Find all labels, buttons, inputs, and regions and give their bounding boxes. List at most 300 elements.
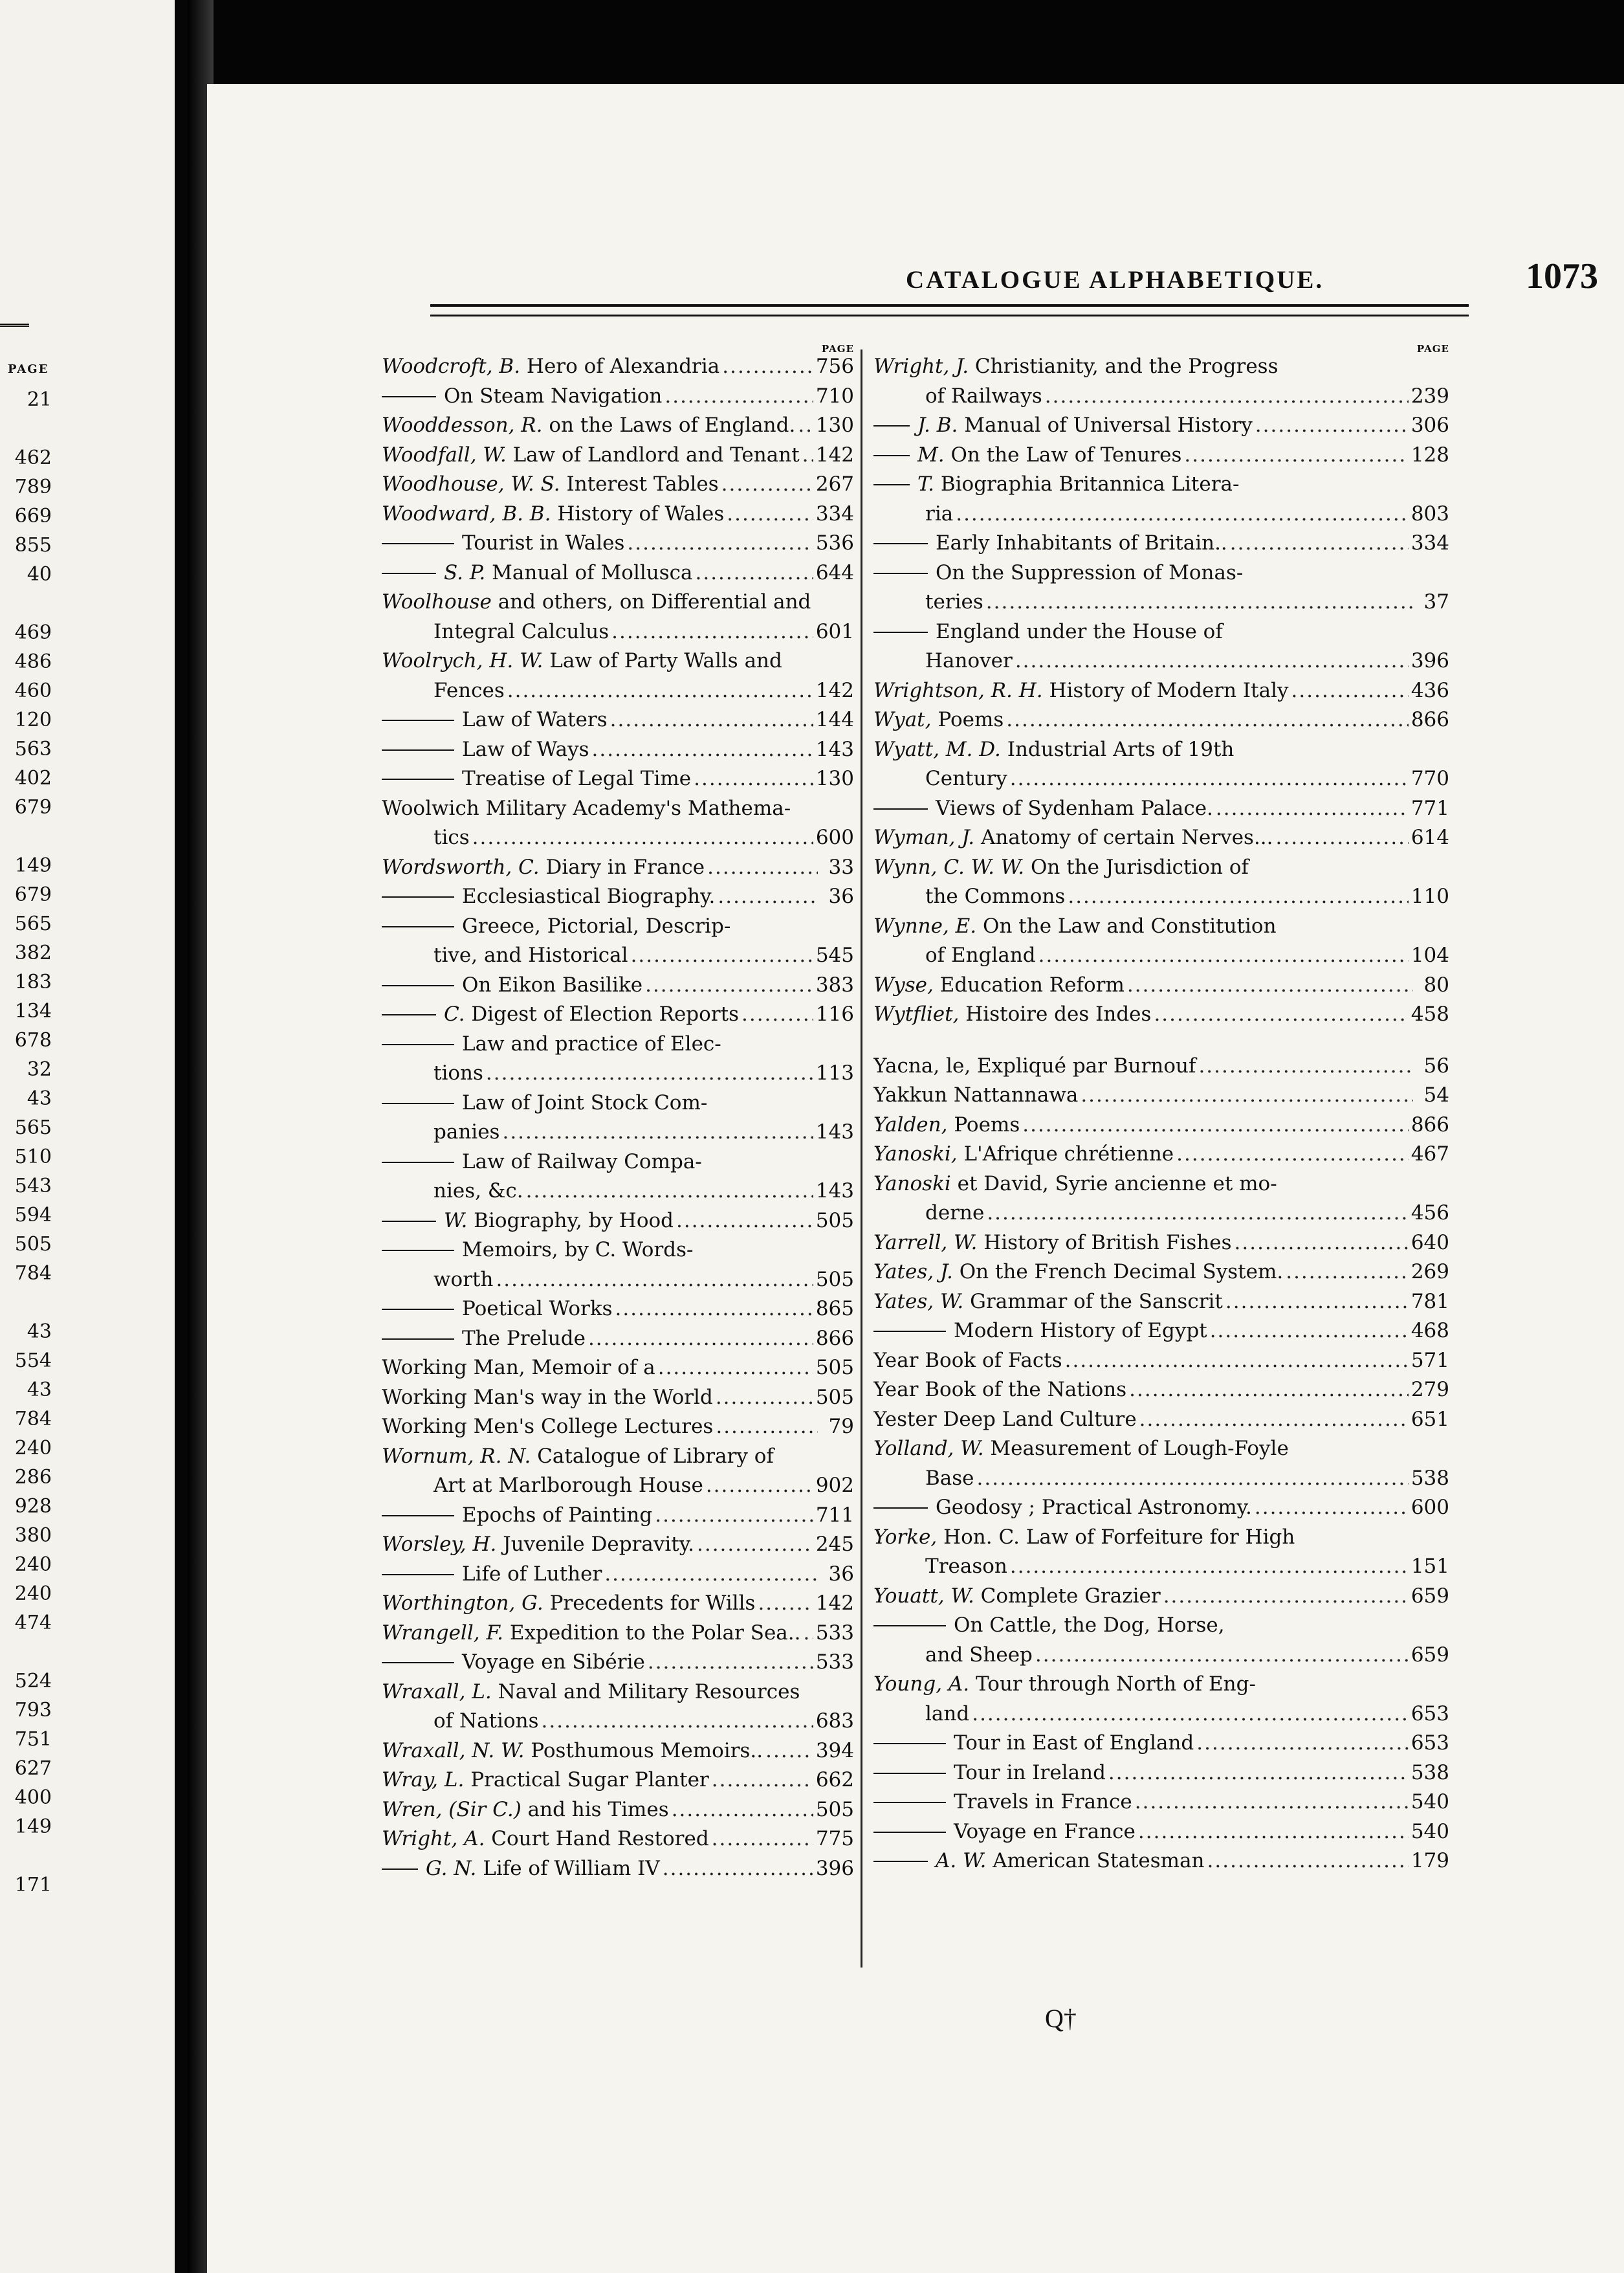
entry-title: teries	[925, 590, 983, 614]
catalogue-entry	[873, 705, 1449, 735]
ditto-dash	[873, 1507, 928, 1509]
author-name: T.	[917, 472, 934, 496]
author-name: A. W.	[936, 1849, 987, 1872]
catalogue-entry	[873, 941, 1449, 971]
catalogue-entry	[873, 1464, 1449, 1494]
author-name: Wren, (Sir C.)	[382, 1797, 521, 1821]
catalogue-entry	[873, 1700, 1449, 1729]
catalogue-entry	[382, 1030, 854, 1059]
previous-page-number: 43	[27, 1320, 52, 1343]
catalogue-entry	[382, 1501, 854, 1531]
entry-title: land	[925, 1702, 970, 1725]
catalogue-page	[207, 84, 1624, 2273]
entry-title: Ecclesiastical Biography.	[462, 885, 716, 908]
right-column	[873, 343, 1449, 1876]
leader-dots	[526, 1177, 813, 1206]
catalogue-entry	[873, 1523, 1449, 1553]
leader-dots	[1176, 1140, 1409, 1170]
previous-page-number: 474	[14, 1612, 52, 1634]
catalogue-entry	[382, 1736, 854, 1766]
header-double-rule	[430, 304, 1469, 316]
catalogue-entry	[873, 1316, 1449, 1346]
entry-title: On Eikon Basilike	[462, 973, 643, 997]
entry-title: Precedents for Wills	[549, 1591, 756, 1615]
leader-dots	[1035, 1641, 1409, 1670]
catalogue-entry	[873, 794, 1449, 824]
ditto-dash	[382, 926, 454, 927]
leader-dots	[1163, 1582, 1409, 1612]
entry-title: Yakkun Nattannawa	[873, 1083, 1079, 1107]
author-name: Yanoski	[873, 1171, 951, 1195]
entry-title: Complete Grazier	[980, 1584, 1161, 1608]
page-title: CATALOGUE ALPHABETIQUE.	[906, 266, 1324, 294]
entry-page-number: 640	[1410, 1230, 1449, 1254]
catalogue-entry	[382, 1148, 854, 1177]
ditto-dash	[873, 455, 910, 456]
entry-page-number: 334	[1410, 531, 1449, 555]
catalogue-entry	[382, 1560, 854, 1590]
catalogue-entry	[873, 1788, 1449, 1817]
entry-title: History of Wales	[557, 502, 725, 526]
catalogue-entry	[873, 617, 1449, 647]
entry-page-number: 538	[1410, 1760, 1449, 1784]
entry-title: tive, and Historical	[433, 944, 628, 967]
author-name: Yates, W.	[873, 1289, 964, 1313]
entry-page-number: 394	[815, 1738, 854, 1762]
entry-title: Interest Tables	[566, 472, 719, 496]
entry-page-number: 334	[815, 502, 854, 526]
previous-page-number: 751	[14, 1728, 52, 1751]
catalogue-entry	[382, 853, 854, 883]
entry-title: ria	[925, 502, 954, 526]
previous-page-rule	[0, 324, 29, 328]
ditto-dash	[873, 1331, 946, 1332]
entry-page-number: 116	[815, 1003, 854, 1026]
leader-dots	[697, 1530, 813, 1560]
leader-dots	[658, 1353, 813, 1383]
entry-title: The Prelude	[462, 1326, 586, 1350]
leader-dots	[987, 1199, 1409, 1228]
leader-dots	[655, 1501, 813, 1531]
catalogue-entry	[382, 941, 854, 971]
catalogue-entry	[382, 1619, 854, 1648]
catalogue-entry	[382, 529, 854, 559]
entry-page-number: 239	[1410, 384, 1449, 408]
catalogue-entry	[873, 1228, 1449, 1258]
catalogue-entry	[382, 1471, 854, 1501]
leader-dots	[615, 1294, 813, 1324]
entry-page-number: 601	[815, 619, 854, 643]
section-gap	[873, 1030, 1449, 1052]
leader-dots	[496, 1265, 813, 1295]
ditto-dash	[382, 985, 454, 986]
catalogue-entry	[382, 735, 854, 765]
entry-title: the Commons	[925, 885, 1066, 908]
previous-page-number: 240	[14, 1437, 52, 1459]
catalogue-entry	[873, 1199, 1449, 1228]
leader-dots	[631, 941, 813, 971]
previous-page-number: 32	[27, 1058, 52, 1081]
previous-page-number: 679	[14, 796, 52, 819]
entry-page-number: 770	[1410, 767, 1449, 790]
author-name: Wyatt, M. D.	[873, 737, 1001, 761]
entry-page-number: 659	[1410, 1643, 1449, 1667]
leader-dots	[1010, 764, 1409, 794]
entry-title: Year Book of the Nations	[873, 1378, 1127, 1401]
entry-page-number: 144	[815, 708, 854, 731]
leader-dots	[1006, 705, 1409, 735]
entry-page-number: 505	[815, 1208, 854, 1232]
catalogue-entry	[873, 1641, 1449, 1670]
entry-title: Manual of Mollusca	[492, 560, 693, 584]
previous-page-number: 460	[14, 680, 52, 702]
catalogue-entry	[873, 1758, 1449, 1788]
catalogue-entry	[873, 1434, 1449, 1464]
catalogue-entry	[873, 470, 1449, 500]
previous-page-number: 469	[14, 621, 52, 644]
previous-page-number: 183	[14, 971, 52, 993]
ditto-dash	[382, 1162, 454, 1163]
previous-page-number: 793	[14, 1699, 52, 1722]
author-name: Wordsworth, C.	[382, 855, 540, 879]
previous-page-number: 43	[27, 1379, 52, 1401]
entry-title: Memoirs, by C. Words-	[462, 1238, 694, 1261]
ditto-dash	[873, 1832, 946, 1833]
entry-title: Law of Joint Stock Com-	[462, 1091, 708, 1114]
ditto-dash	[382, 1515, 454, 1516]
ditto-dash	[382, 396, 436, 397]
previous-page-number: 240	[14, 1582, 52, 1605]
leader-dots	[1198, 1052, 1413, 1081]
leader-dots	[1038, 941, 1409, 971]
signature-mark: Q†	[1045, 2004, 1077, 2033]
entry-title: Voyage en France	[954, 1819, 1136, 1843]
entry-page-number: 505	[815, 1356, 854, 1379]
leader-dots	[1216, 794, 1409, 824]
catalogue-entry	[382, 1000, 854, 1030]
entry-title: Law of Waters	[462, 708, 608, 731]
leader-dots	[648, 1648, 813, 1678]
ditto-dash	[382, 1309, 454, 1310]
entry-title: Tour in Ireland	[954, 1760, 1106, 1784]
entry-page-number: 245	[815, 1533, 854, 1556]
author-name: Wooddesson, R.	[382, 414, 543, 437]
leader-dots	[1127, 971, 1413, 1001]
entry-page-number: 33	[828, 855, 854, 879]
author-name: G. N.	[426, 1856, 477, 1880]
author-name: Woolrych, H. W.	[382, 649, 543, 672]
ditto-dash	[382, 896, 454, 898]
entry-title: Measurement of Lough-Foyle	[990, 1437, 1289, 1460]
ditto-dash	[382, 779, 454, 780]
entry-page-number: 142	[815, 1591, 854, 1615]
entry-page-number: 533	[815, 1650, 854, 1674]
leader-dots	[611, 617, 813, 647]
leader-dots	[472, 823, 813, 853]
leader-dots	[486, 1059, 813, 1089]
catalogue-entry	[382, 971, 854, 1001]
previous-page-number: 928	[14, 1495, 52, 1518]
leader-dots	[986, 588, 1413, 617]
catalogue-entry	[382, 1059, 854, 1089]
leader-dots	[802, 441, 813, 471]
entry-title: Catalogue of Library of	[537, 1444, 774, 1468]
entry-page-number: 651	[1410, 1407, 1449, 1431]
catalogue-entry	[382, 1589, 854, 1619]
ditto-dash	[382, 543, 454, 544]
catalogue-entry	[382, 1353, 854, 1383]
catalogue-entry	[873, 853, 1449, 883]
entry-title: Life of William IV	[483, 1856, 660, 1880]
leader-dots	[1234, 1228, 1409, 1258]
ditto-dash	[873, 573, 928, 574]
entry-title: and Sheep	[925, 1643, 1033, 1667]
author-name: Young, A.	[873, 1672, 970, 1696]
catalogue-entry	[873, 1000, 1449, 1030]
author-name: Wright, J.	[873, 355, 969, 378]
catalogue-entry	[382, 1854, 854, 1884]
entry-page-number: 279	[1410, 1378, 1449, 1401]
previous-page-number: 149	[14, 854, 52, 877]
catalogue-entry	[382, 1678, 854, 1707]
ditto-dash	[382, 720, 454, 721]
entry-page-number: 545	[815, 944, 854, 967]
entry-page-number: 130	[815, 767, 854, 790]
entry-title: Naval and Military Resources	[498, 1680, 800, 1703]
entry-page-number: 711	[815, 1503, 854, 1527]
entry-title: panies	[433, 1120, 500, 1144]
entry-page-number: 902	[815, 1474, 854, 1497]
previous-page-number: 134	[14, 1000, 52, 1023]
previous-page-number: 543	[14, 1175, 52, 1197]
catalogue-entry	[382, 1118, 854, 1148]
leader-dots	[542, 1707, 813, 1736]
author-name: Wrightson, R. H.	[873, 678, 1043, 702]
entry-page-number: 383	[815, 973, 854, 997]
entry-title: Tour in East of England	[954, 1731, 1194, 1755]
entry-title: on the Laws of England.	[549, 414, 796, 437]
entry-title: L'Afrique chrétienne	[963, 1142, 1174, 1166]
author-name: Yolland, W.	[873, 1437, 984, 1460]
entry-page-number: 683	[815, 1709, 854, 1733]
leader-dots	[1015, 647, 1409, 676]
previous-page-number: 43	[27, 1087, 52, 1110]
catalogue-entry	[873, 1111, 1449, 1140]
leader-dots	[765, 1736, 813, 1766]
catalogue-entry	[873, 1552, 1449, 1582]
catalogue-entry	[873, 1052, 1449, 1081]
entry-title: Working Man, Memoir of a	[382, 1356, 655, 1379]
previous-page-number: 510	[14, 1146, 52, 1168]
catalogue-entry	[382, 1824, 854, 1854]
catalogue-entry	[382, 1383, 854, 1413]
entry-title: Law of Railway Compa-	[462, 1149, 702, 1173]
entry-page-number: 110	[1410, 885, 1449, 908]
previous-page-number: 120	[14, 709, 52, 731]
leader-dots	[676, 1206, 813, 1236]
catalogue-entry	[873, 882, 1449, 912]
leader-dots	[1068, 882, 1408, 912]
catalogue-entry	[382, 912, 854, 942]
entry-title: Christianity, and the Progress	[974, 355, 1278, 378]
entry-title: of England	[925, 944, 1036, 967]
entry-title: Voyage en Sibérie	[462, 1650, 645, 1674]
catalogue-entry	[382, 1324, 854, 1354]
previous-page-number: 380	[14, 1524, 52, 1547]
entry-page-number: 538	[1410, 1466, 1449, 1490]
ditto-dash	[382, 1868, 418, 1870]
entry-title: Poems	[954, 1113, 1020, 1136]
author-name: Woodhouse, W. S.	[382, 472, 560, 496]
leader-dots	[1291, 676, 1409, 706]
leader-dots	[664, 382, 813, 412]
author-name: Wright, A.	[382, 1827, 485, 1850]
entry-page-number: 143	[815, 737, 854, 761]
ditto-dash	[873, 1861, 928, 1862]
author-name: Yanoski,	[873, 1142, 958, 1166]
leader-dots	[1276, 823, 1409, 853]
author-name: Wrangell, F.	[382, 1621, 503, 1645]
entry-page-number: 269	[1410, 1260, 1449, 1283]
leader-dots	[1196, 1729, 1409, 1758]
entry-title: Histoire des Indes	[965, 1003, 1152, 1026]
entry-page-number: 866	[1410, 708, 1449, 731]
catalogue-entry	[873, 1140, 1449, 1170]
previous-page-number: 678	[14, 1029, 52, 1052]
ditto-dash	[382, 1044, 454, 1045]
previous-page-number: 171	[14, 1874, 52, 1896]
author-name: Yates, J.	[873, 1260, 953, 1283]
previous-page-number: 40	[27, 563, 52, 586]
catalogue-entry	[873, 1846, 1449, 1876]
entry-title: Digest of Election Reports	[471, 1003, 739, 1026]
leader-dots	[663, 1854, 813, 1884]
entry-title: Industrial Arts of 19th	[1007, 737, 1234, 761]
entry-page-number: 396	[815, 1856, 854, 1880]
entry-title: Court Hand Restored	[491, 1827, 709, 1850]
leader-dots	[956, 500, 1409, 529]
catalogue-entry	[873, 1729, 1449, 1758]
previous-page-number: 855	[14, 534, 52, 557]
ditto-dash	[382, 1574, 454, 1575]
entry-title: Anatomy of certain Nerves...	[980, 826, 1273, 849]
catalogue-entry	[382, 764, 854, 794]
ditto-dash	[382, 1250, 454, 1251]
previous-page-number: 286	[14, 1466, 52, 1489]
author-name: Wytfliet,	[873, 1003, 960, 1026]
entry-page-number: 614	[1410, 826, 1449, 849]
leader-dots	[610, 705, 813, 735]
leader-dots	[1255, 411, 1409, 441]
leader-dots	[798, 411, 813, 441]
ditto-dash	[382, 749, 454, 751]
author-name: C.	[444, 1003, 465, 1026]
left-column-header: PAGE	[821, 343, 854, 355]
entry-title: Manual of Universal History	[964, 414, 1253, 437]
author-name: Wray, L.	[382, 1768, 465, 1791]
entry-title: Law and practice of Elec-	[462, 1032, 721, 1056]
entry-title: Travels in France	[954, 1790, 1132, 1813]
entry-title: et David, Syrie ancienne et mo-	[957, 1171, 1277, 1195]
leader-dots	[1065, 1346, 1409, 1376]
catalogue-entry	[873, 382, 1449, 412]
entry-page-number: 865	[815, 1297, 854, 1320]
entry-page-number: 571	[1410, 1348, 1449, 1372]
catalogue-entry	[382, 1530, 854, 1560]
entry-title: History of British Fishes	[983, 1230, 1232, 1254]
author-name: Woodcroft, B.	[382, 355, 521, 378]
entry-page-number: 644	[815, 560, 854, 584]
author-name: Worthington, G.	[382, 1591, 543, 1615]
entry-title: of Railways	[925, 384, 1042, 408]
entry-page-number: 468	[1410, 1319, 1449, 1342]
leader-dots	[716, 1412, 818, 1442]
catalogue-entry	[382, 1236, 854, 1265]
ditto-dash	[873, 1802, 946, 1803]
leader-dots	[716, 1383, 813, 1413]
entry-page-number: 104	[1410, 944, 1449, 967]
leader-dots	[977, 1464, 1409, 1494]
entry-title: derne	[925, 1201, 985, 1225]
leader-dots	[694, 764, 813, 794]
entry-page-number: 151	[1410, 1555, 1449, 1578]
entry-page-number: 536	[815, 531, 854, 555]
leader-dots	[502, 1118, 813, 1148]
leader-dots	[727, 500, 813, 529]
entry-title: and his Times	[527, 1797, 669, 1821]
leader-dots	[1184, 441, 1408, 471]
previous-page-number: 563	[14, 738, 52, 760]
ditto-dash	[873, 1743, 946, 1744]
catalogue-entry	[382, 794, 854, 824]
entry-page-number: 142	[815, 443, 854, 467]
catalogue-entry	[382, 1206, 854, 1236]
catalogue-entry	[382, 1265, 854, 1295]
catalogue-entry	[873, 559, 1449, 588]
entry-page-number: 662	[815, 1768, 854, 1791]
catalogue-entry	[873, 500, 1449, 529]
catalogue-entry	[873, 823, 1449, 853]
previous-page-column-header: PAGE	[8, 362, 49, 376]
catalogue-entry	[382, 1766, 854, 1795]
ditto-dash	[873, 1773, 946, 1774]
entry-page-number: 866	[815, 1326, 854, 1350]
catalogue-entry	[382, 1412, 854, 1442]
catalogue-entry	[382, 470, 854, 500]
catalogue-entry	[873, 441, 1449, 471]
ditto-dash	[873, 1625, 946, 1626]
entry-title: Woolwich Military Academy's Mathema-	[382, 796, 791, 820]
catalogue-entry	[873, 1405, 1449, 1435]
author-name: Worsley, H.	[382, 1533, 497, 1556]
entry-title: Yester Deep Land Culture	[873, 1407, 1137, 1431]
catalogue-entry	[382, 382, 854, 412]
leader-dots	[627, 529, 813, 559]
author-name: Wyse,	[873, 973, 934, 997]
leader-dots	[1210, 1316, 1409, 1346]
entry-title: Century	[925, 767, 1007, 790]
entry-title: Integral Calculus	[433, 619, 609, 643]
catalogue-entry	[873, 1611, 1449, 1641]
catalogue-entry	[382, 1648, 854, 1678]
author-name: Wyman, J.	[873, 826, 975, 849]
leader-dots	[1255, 1493, 1409, 1523]
previous-page-number: 669	[14, 505, 52, 527]
author-name: Woodward, B. B.	[382, 502, 551, 526]
catalogue-entry	[873, 1817, 1449, 1847]
leader-dots	[696, 559, 813, 588]
leader-dots	[604, 1560, 818, 1590]
